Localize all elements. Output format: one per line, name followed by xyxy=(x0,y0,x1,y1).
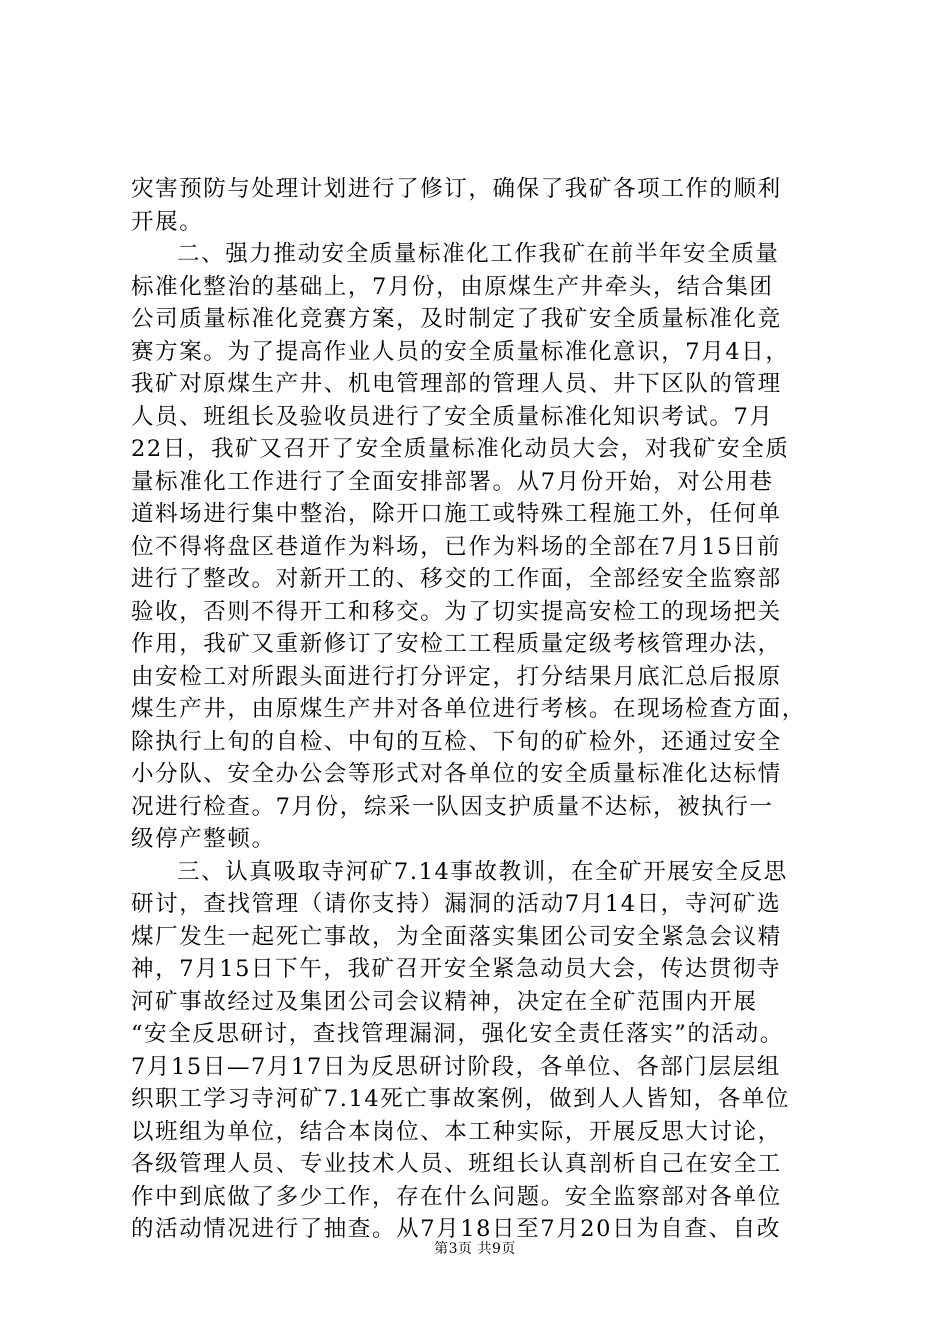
text-line: 灾害预防与处理计划进行了修订，确保了我矿各项工作的顺利 xyxy=(131,176,782,202)
page-footer xyxy=(0,1238,950,1258)
text-line: 7月15日—7月17日为反思研讨阶段，各单位、各部门层层组 xyxy=(131,1053,781,1080)
text-line: 道料场进行集中整治，除开口施工或特殊工程施工外，任何单 xyxy=(131,501,782,527)
text-line: 况进行检查。7月份，综采一队因支护质量不达标，被执行一 xyxy=(131,793,774,820)
text-line: 人员、班组长及验收员进行了安全质量标准化知识考试。7月 xyxy=(131,403,774,430)
text-line: 公司质量标准化竞赛方案，及时制定了我矿安全质量标准化竞 xyxy=(131,306,782,332)
document-body xyxy=(131,173,831,1246)
paragraph-start-line: 三、认真吸取寺河矿7.14事故教训，在全矿开展安全反思 xyxy=(177,858,788,885)
text-line: 作用，我矿又重新修订了安检工工程质量定级考核管理办法， xyxy=(131,631,782,657)
text-line: 以班组为单位，结合本岗位、本工种实际，开展反思大讨论， xyxy=(131,1118,782,1145)
text-line: 煤厂发生一起死亡事故，为全面落实集团公司安全紧急会议精 xyxy=(131,923,782,950)
text-line: 各级管理人员、专业技术人员、班组长认真剖析自己在安全工 xyxy=(131,1151,782,1177)
text-line: 作中到底做了多少工作，存在什么问题。安全监察部对各单位 xyxy=(131,1183,782,1210)
text-line: 神，7月15日下午，我矿召开安全紧急动员大会，传达贯彻寺 xyxy=(131,956,782,982)
text-line: 级停产整顿。 xyxy=(131,826,276,852)
page-number-label: 第3页 共9页 xyxy=(434,1241,516,1257)
text-line: “安全反思研讨，查找管理漏洞，强化安全责任落实”的活动。 xyxy=(131,1021,784,1047)
text-line: 小分队、安全办公会等形式对各单位的安全质量标准化达标情 xyxy=(131,761,782,787)
text-line: 验收，否则不得开工和移交。为了切实提高安检工的现场把关 xyxy=(131,598,782,625)
text-line: 河矿事故经过及集团公司会议精神，决定在全矿范围内开展 xyxy=(131,988,758,1015)
text-line: 研讨，查找管理（请你支持）漏洞的活动7月14日，寺河矿选 xyxy=(131,891,782,917)
text-line: 赛方案。为了提高作业人员的安全质量标准化意识，7月4日， xyxy=(131,338,790,365)
text-line: 我矿对原煤生产井、机电管理部的管理人员、井下区队的管理 xyxy=(131,371,782,397)
text-line: 除执行上旬的自检、中旬的互检、下旬的矿检外，还通过安全 xyxy=(131,728,782,755)
text-line: 位不得将盘区巷道作为料场，已作为料场的全部在7月15日前 xyxy=(131,533,782,560)
text-line: 开展。 xyxy=(131,208,204,235)
text-line: 量标准化工作进行了全面安排部署。从7月份开始，对公用巷 xyxy=(131,468,774,495)
text-line: 22日，我矿又召开了安全质量标准化动员大会，对我矿安全质 xyxy=(131,436,790,462)
paragraph-start-line: 二、强力推动安全质量标准化工作我矿在前半年安全质量 xyxy=(177,241,780,267)
text-line: 由安检工对所跟头面进行打分评定，打分结果月底汇总后报原 xyxy=(131,663,782,690)
text-line: 织职工学习寺河矿7.14死亡事故案例，做到人人皆知，各单位 xyxy=(131,1086,790,1112)
text-line: 进行了整改。对新开工的、移交的工作面，全部经安全监察部 xyxy=(131,566,782,592)
text-line: 标准化整治的基础上，7月份，由原煤生产井牵头，结合集团 xyxy=(131,273,774,300)
text-line: 煤生产井，由原煤生产井对各单位进行考核。在现场检查方面， xyxy=(131,696,806,722)
text-line: 的活动情况进行了抽查。从7月18日至7月20日为自查、自改 xyxy=(131,1216,781,1242)
